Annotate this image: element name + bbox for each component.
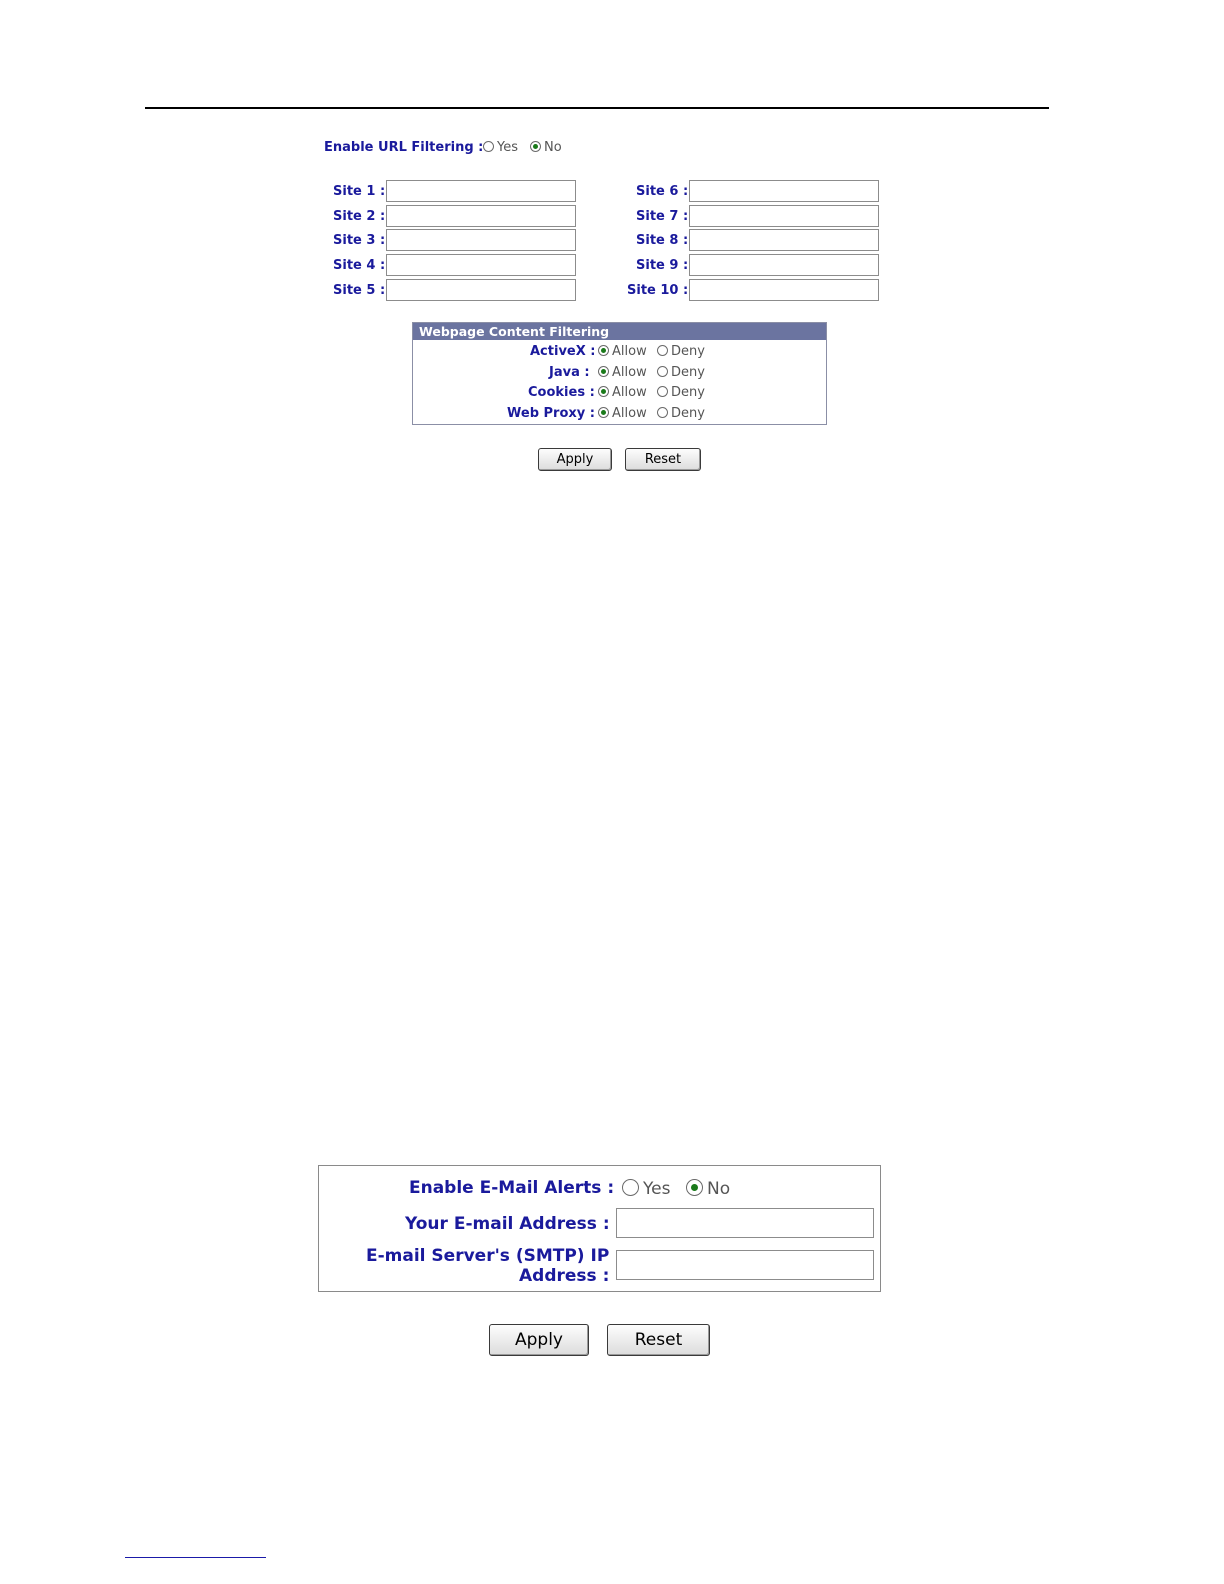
site-4-input[interactable] <box>386 254 576 276</box>
enable-url-filtering-label: Enable URL Filtering : <box>324 140 484 155</box>
radio-unchecked-icon <box>657 366 668 377</box>
site-4-label: Site 4 : <box>333 258 386 273</box>
smtp-label-line2: Address : <box>519 1266 610 1286</box>
site-10-input[interactable] <box>689 279 879 301</box>
site-8-input[interactable] <box>689 229 879 251</box>
site-9-label: Site 9 : <box>636 258 689 273</box>
site-7-input[interactable] <box>689 205 879 227</box>
java-allow-radio[interactable]: Allow <box>598 365 647 380</box>
radio-unchecked-icon <box>483 141 494 152</box>
cookies-label: Cookies : <box>528 385 595 400</box>
email-alerts-yes-radio[interactable]: Yes <box>622 1179 670 1199</box>
cookies-deny-radio[interactable]: Deny <box>657 385 705 400</box>
site-2-label: Site 2 : <box>333 209 386 224</box>
filter-apply-button[interactable]: Apply <box>538 448 612 471</box>
cookies-allow-radio[interactable]: Allow <box>598 385 647 400</box>
java-label: Java : <box>549 365 590 380</box>
radio-checked-icon <box>598 386 609 397</box>
url-filter-no-radio[interactable]: No <box>530 140 562 155</box>
url-filter-yes-radio[interactable]: Yes <box>483 140 518 155</box>
radio-checked-icon <box>598 345 609 356</box>
content-filtering-title: Webpage Content Filtering <box>413 323 826 340</box>
radio-checked-icon <box>686 1179 703 1196</box>
java-deny-radio[interactable]: Deny <box>657 365 705 380</box>
web-proxy-deny-radio[interactable]: Deny <box>657 406 705 421</box>
site-8-label: Site 8 : <box>636 233 689 248</box>
radio-checked-icon <box>530 141 541 152</box>
radio-unchecked-icon <box>657 386 668 397</box>
site-6-input[interactable] <box>689 180 879 202</box>
site-5-input[interactable] <box>386 279 576 301</box>
radio-unchecked-icon <box>657 345 668 356</box>
activex-label: ActiveX : <box>530 344 596 359</box>
email-address-input[interactable] <box>616 1208 874 1238</box>
activex-deny-radio[interactable]: Deny <box>657 344 705 359</box>
email-apply-button[interactable]: Apply <box>489 1324 589 1356</box>
radio-unchecked-icon <box>657 407 668 418</box>
site-2-input[interactable] <box>386 205 576 227</box>
site-9-input[interactable] <box>689 254 879 276</box>
footnote-divider <box>125 1557 266 1558</box>
radio-unchecked-icon <box>622 1179 639 1196</box>
site-7-label: Site 7 : <box>636 209 689 224</box>
radio-checked-icon <box>598 407 609 418</box>
site-1-label: Site 1 : <box>333 184 386 199</box>
smtp-ip-input[interactable] <box>616 1250 874 1280</box>
web-proxy-allow-radio[interactable]: Allow <box>598 406 647 421</box>
enable-email-alerts-label: Enable E-Mail Alerts : <box>409 1178 615 1198</box>
site-3-label: Site 3 : <box>333 233 386 248</box>
web-proxy-label: Web Proxy : <box>507 406 595 421</box>
activex-allow-radio[interactable]: Allow <box>598 344 647 359</box>
site-5-label: Site 5 : <box>333 283 386 298</box>
site-10-label: Site 10 : <box>627 283 689 298</box>
filter-reset-button[interactable]: Reset <box>625 448 701 471</box>
site-6-label: Site 6 : <box>636 184 689 199</box>
email-reset-button[interactable]: Reset <box>607 1324 710 1356</box>
site-1-input[interactable] <box>386 180 576 202</box>
email-alerts-no-radio[interactable]: No <box>686 1179 730 1199</box>
smtp-label-line1: E-mail Server's (SMTP) IP <box>366 1246 610 1266</box>
email-address-label: Your E-mail Address : <box>405 1214 610 1234</box>
radio-checked-icon <box>598 366 609 377</box>
top-divider <box>145 107 1049 109</box>
site-3-input[interactable] <box>386 229 576 251</box>
